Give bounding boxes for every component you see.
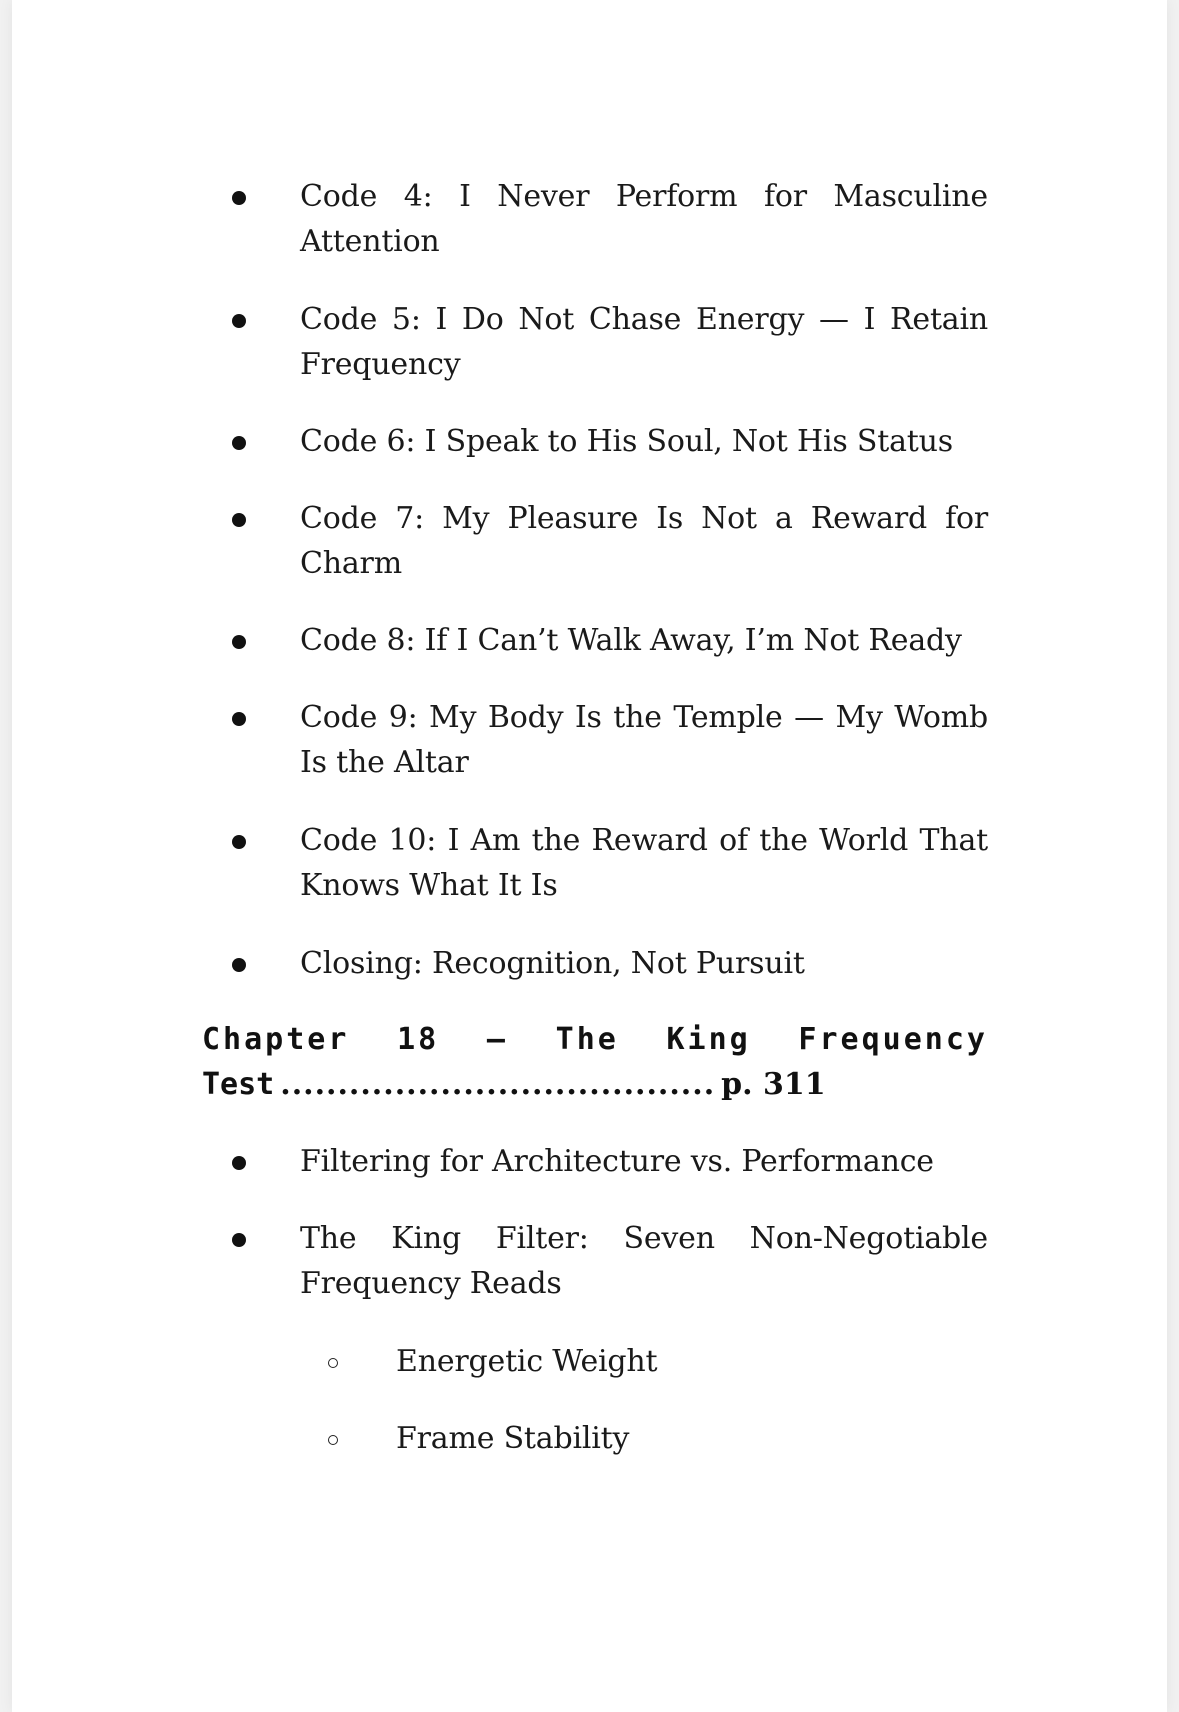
- leader-dots: ......................................: [280, 1067, 716, 1102]
- bullet-dot: [232, 835, 246, 849]
- bullet-dot: [232, 958, 246, 972]
- chapter-word: The: [555, 1022, 619, 1057]
- bullet-dot: [232, 1233, 246, 1247]
- bullet-dot: [232, 436, 246, 450]
- bullet-dot: [232, 513, 246, 527]
- bullet-dot: [232, 635, 246, 649]
- page-reference: p. 311: [721, 1067, 826, 1102]
- chapter-heading[interactable]: [202, 1017, 988, 1107]
- sub-bullet-circle: [328, 1435, 338, 1445]
- sub-list-item: Energetic Weight: [396, 1344, 658, 1379]
- sub-list-item: Frame Stability: [396, 1421, 630, 1456]
- list-item: Filtering for Architecture vs. Performance: [300, 1144, 934, 1179]
- bullet-dot: [232, 712, 246, 726]
- bullet-dot: [232, 1156, 246, 1170]
- list-item: Code 4: I Never Perform for Masculine Attention: [300, 179, 988, 259]
- chapter-word: Test: [202, 1067, 275, 1102]
- chapter-title-line: [202, 1017, 988, 1062]
- list-item: Code 5: I Do Not Chase Energy — I Retain Frequency: [300, 302, 988, 382]
- chapter-word: Frequency: [798, 1022, 988, 1057]
- list-item: Code 8: If I Can’t Walk Away, I’m Not Ready: [300, 623, 962, 658]
- chapter-number: 18: [397, 1022, 440, 1057]
- chapter-word: King: [666, 1022, 751, 1057]
- list-item: Code 7: My Pleasure Is Not a Reward for Charm: [300, 501, 988, 581]
- sub-bullet-circle: [328, 1358, 338, 1368]
- bullet-dot: [232, 314, 246, 328]
- list-item: Code 9: My Body Is the Temple — My Womb Is the Altar: [300, 700, 988, 780]
- list-item: Closing: Recognition, Not Pursuit: [300, 946, 805, 981]
- chapter-title-line: [202, 1062, 988, 1107]
- list-item: The King Filter: Seven Non-Negotiable Frequency Reads: [300, 1221, 988, 1301]
- bullet-dot: [232, 191, 246, 205]
- chapter-word: Chapter: [202, 1022, 350, 1057]
- list-item: Code 10: I Am the Reward of the World That Knows What It Is: [300, 823, 988, 903]
- document-page: [12, 0, 1167, 1712]
- chapter-dash: —: [486, 1022, 508, 1057]
- list-item: Code 6: I Speak to His Soul, Not His Status: [300, 424, 953, 459]
